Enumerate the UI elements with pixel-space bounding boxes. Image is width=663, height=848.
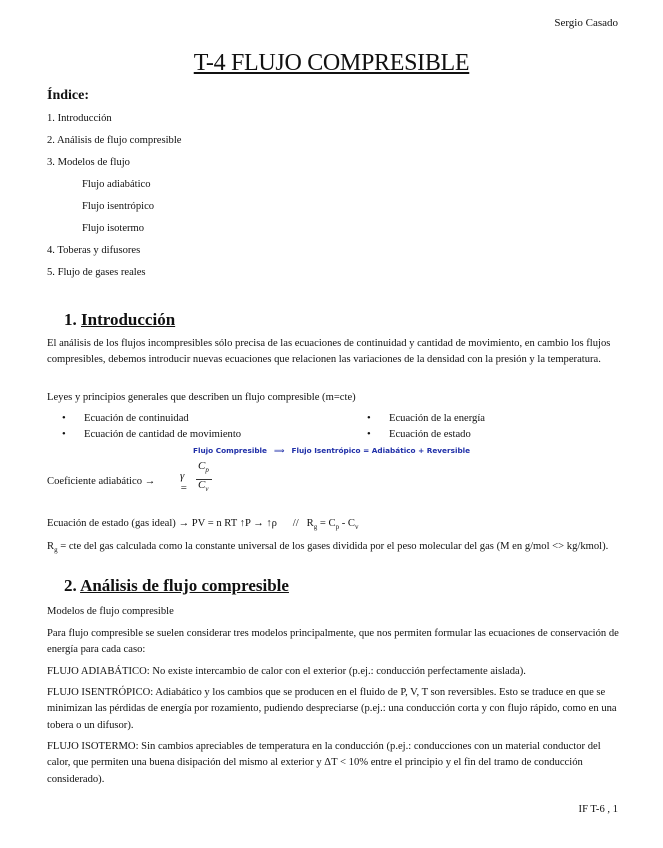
state-equation: Ecuación de estado (gas ideal) → PV = n RT ↑P → ↑ρ // $R_g = C_p - C_v$	[47, 518, 359, 532]
paragraph: FLUJO ISENTRÓPICO: Adiabático y los cambios que se producen en el fluido de P, V, T son reversibles. Esto se traduce en que se minimizan las pérdidas de energía por rozamiento, pudiendo despreciarse (p.ej.: una conducción corta y con flujo rápido, como en una tobera o un difusor).	[47, 687, 617, 731]
section-number: 2.	[64, 576, 77, 595]
page-title: T-4 FLUJO COMPRESIBLE	[193, 50, 470, 76]
bullet-item: • Ecuación de la energía	[367, 413, 485, 424]
toc-item: 5. Flujo de gases reales	[47, 267, 146, 278]
toc-item: 3. Modelos de flujo	[47, 157, 130, 168]
paragraph: Para flujo compresible se suelen considerar tres modelos principalmente, que nos permiten formular las ecuaciones de conservación de energía para cada caso:	[47, 628, 619, 656]
bullet-item: • Ecuación de estado	[367, 429, 471, 440]
document-page: Sergio Casado T-4 FLUJO COMPRESIBLE Índice: 1. Introducción 2. Análisis de flujo compresible 3. Modelos de flujo Flujo adiabático Flujo isentrópico Flujo isotermo 4. Toberas y difusores 5. Flujo de gases reales 1. Introducción El análisis de los flujos incompresibles sólo precisa de las ecuaciones de continuidad y cantidad de movimiento, en cambio los flujos compresibles, debemos introducir nuevas ecuaciones que relacionen las variaciones de la densidad con la presión y la temperatura. Leyes y principios generales que describen un flujo compresible (m=cte) • Ecuación de continuidad • Ecuación de cantidad de movimiento • Ecuación de la energía • Ecuación de estado Flujo Compresible ⟹ Flujo Isentrópico = Adiabático + Reversible Coeficiente adiabático → γ = $C_p$ $C_v$ Ecuación de estado (gas ideal) → PV = n RT ↑P → ↑ρ // $R_g = C_p - C_v$ $R_g$ = cte del gas calculada como la constante universal de los gases dividida por el peso molecular del gas (M en g/mol <> kg/kmol). 2. Análisis de flujo compresible Modelos de flujo compresible Para flujo compresible se suelen considerar tres modelos principalmente, que nos permiten formular las ecuaciones de conservación de energía para cada caso: FLUJO ADIABÁTICO: No existe intercambio de calor con el exterior (p.ej.: conducción perfectamente aislada). FLUJO ISENTRÓPICO: Adiabático y los cambios que se producen en el fluido de P, V, T son reversibles. Esto se traduce en que se minimizan las pérdidas de energía por rozamiento, pudiendo despreciarse (p.ej.: una conducción corta y con flujo rápido, como en una tobera o un difusor). FLUJO ISOTERMO: Sin cambios apreciables de temperatura en la conducción (p.ej.: conducciones con un material conductor del calor, que permiten una buena disipación del mismo al exterior y ΔT < 10% entre el principio y el fin del tramo de conducción considerado). IF T-6 , 1	[0, 0, 663, 848]
paragraph: El análisis de los flujos incompresibles sólo precisa de las ecuaciones de continuidad y cantidad de movimiento, en cambio los flujos compresibles, debemos introducir nuevas ecuaciones que relacionen las variaciones de la densidad con la presión y la temperatura.	[47, 338, 611, 366]
toc-item: 2. Análisis de flujo compresible	[47, 135, 182, 146]
bullet-item: • Ecuación de continuidad	[62, 413, 189, 424]
header-author: Sergio Casado	[554, 17, 618, 29]
toc-item: Flujo isotermo	[82, 223, 145, 234]
paragraph: FLUJO ISOTERMO: Sin cambios apreciables de temperatura en la conducción (p.ej.: conducciones con un material conductor del calor, que permiten una buena disipación del mismo al exterior y ΔT < 10% entre el principio y el fin del tramo de conducción considerado).	[47, 741, 601, 785]
index-heading: Índice:	[47, 88, 89, 103]
section-title: Análisis de flujo compresible	[80, 576, 289, 595]
paragraph: Modelos de flujo compresible	[47, 606, 174, 617]
section-number: 1.	[64, 310, 77, 329]
double-arrow-icon: ⟹	[274, 446, 285, 455]
toc-item: Flujo isentrópico	[82, 201, 155, 212]
coef-label: Coeficiente adiabático →	[47, 476, 156, 487]
toc-item: 1. Introducción	[47, 113, 112, 124]
paragraph: FLUJO ADIABÁTICO: No existe intercambio de calor con el exterior (p.ej.: conducción perfectamente aislada).	[47, 666, 526, 677]
rg-paragraph: $R_g$ = cte del gas calculada como la constante universal de los gases dividida por el peso molecular del gas (M en g/mol <> kg/kmol).	[47, 541, 609, 555]
section-title: Introducción	[81, 310, 176, 329]
section-heading-introduccion	[64, 310, 175, 330]
toc-item: 4. Toberas y difusores	[47, 245, 141, 256]
bullet-item: • Ecuación de cantidad de movimiento	[62, 429, 242, 440]
isentropic-banner: Flujo Compresible ⟹ Flujo Isentrópico = Adiabático + Reversible	[193, 446, 471, 455]
toc-item: Flujo adiabático	[82, 179, 151, 190]
page-footer: IF T-6 , 1	[578, 804, 618, 815]
section-heading-analisis	[64, 576, 289, 596]
paragraph: Leyes y principios generales que describen un flujo compresible (m=cte)	[47, 392, 356, 403]
